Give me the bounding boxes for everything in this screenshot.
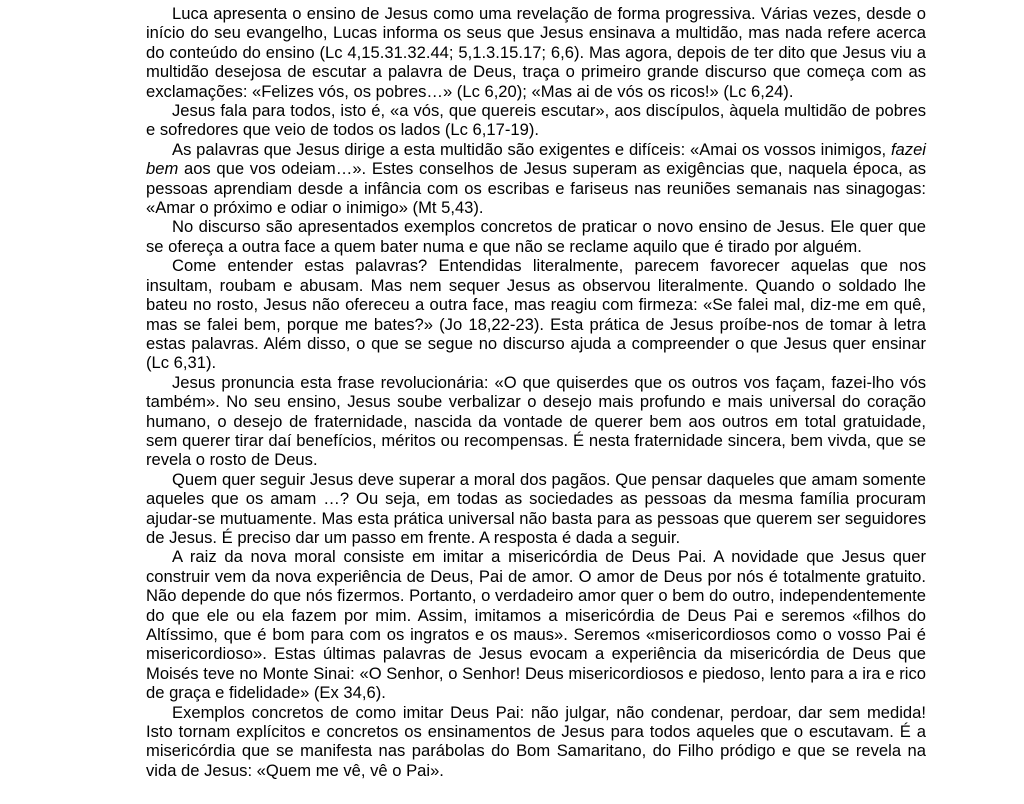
- paragraph-4: No discurso são apresentados exemplos concretos de praticar o novo ensino de Jesus. Ele quer que se ofereça a outra face a quem bater numa e que não se reclame aquilo que é tirado por alguém.: [146, 217, 926, 256]
- paragraph-8: A raiz da nova moral consiste em imitar a misericórdia de Deus Pai. A novidade que Jesus quer construir vem da nova experiência de Deus, Pai de amor. O amor de Deus por nós é totalmente gratuito. Não depende do que nós fizermos. Portanto, o verdadeiro amor quer o bem do outro, independentemente do que ele ou ela fazem por mim. Assim, imitamos a misericórdia de Deus Pai e seremos «filhos do Altíssimo, que é bom para com os ingratos e os maus». Seremos «misericordiosos como o vosso Pai é misericordioso». Estas últimas palavras de Jesus evocam a experiência da misericórdia de Deus que Moisés teve no Monte Sinai: «O Senhor, o Senhor! Deus misericordiosos e piedoso, lento para a ira e rico de graça e fidelidade» (Ex 34,6).: [146, 547, 926, 703]
- paragraph-1: Luca apresenta o ensino de Jesus como uma revelação de forma progressiva. Várias vezes, desde o início do seu evangelho, Lucas informa os seus que Jesus ensinava a multidão, mas nada refere acerca do conteúdo do ensino (Lc 4,15.31.32.44; 5,1.3.15.17; 6,6). Mas agora, depois de ter dito que Jesus viu a multidão desejosa de escutar a palavra de Deus, traça o primeiro grande discurso que começa com as exclamações: «Felizes vós, os pobres…» (Lc 6,20); «Mas ai de vós os ricos!» (Lc 6,24).: [146, 4, 926, 101]
- paragraph-6: Jesus pronuncia esta frase revolucionária: «O que quiserdes que os outros vos façam, fazei-lho vós também». No seu ensino, Jesus soube verbalizar o desejo mais profundo e mais universal do coração humano, o desejo de fraternidade, nascida da vontade de querer bem aos outros em total gratuidade, sem querer tirar daí benefícios, méritos ou recompensas. É nesta fraternidade sincera, bem vivda, que se revela o rosto de Deus.: [146, 372, 926, 470]
- paragraph-5: Come entender estas palavras? Entendidas literalmente, parecem favorecer aquelas que nos insultam, roubam e abusam. Mas nem sequer Jesus as observou literalmente. Quando o soldado lhe bateu no rosto, Jesus não ofereceu a outra face, mas reagiu com firmeza: «Se falei mal, diz-me em quê, mas se falei bem, porque me bates?» (Jo 18,22-23). Esta prática de Jesus proíbe-nos de tomar à letra estas palavras. Além disso, o que se segue no discurso ajuda a compreender o que Jesus quer ensinar (Lc 6,31).: [146, 256, 926, 373]
- paragraph-3-emphasis: fazei bem: [146, 139, 926, 179]
- paragraph-3: [146, 140, 926, 218]
- paragraph-9: Exemplos concretos de como imitar Deus Pai: não julgar, não condenar, perdoar, dar sem medida! Isto tornam explícitos e concretos os ensinamentos de Jesus para todos aqueles que o escutavam. É a misericórdia que se manifesta nas parábolas do Bom Samaritano, do Filho pródigo e que se revela na vida de Jesus: «Quem me vê, vê o Pai».: [146, 702, 926, 780]
- paragraph-2: Jesus fala para todos, isto é, «a vós, que quereis escutar», aos discípulos, àquela multidão de pobres e sofredores que veio de todos os lados (Lc 6,17-19).: [146, 101, 926, 140]
- document-page: [146, 4, 926, 780]
- paragraph-3-after: aos que vos odeiam…». Estes conselhos de Jesus superam as exigências que, naquela época, as pessoas aprendiam desde a infância com os escribas e fariseus nas reuniões semanais nas sinagogas: «Amar o próximo e odiar o inimigo» (Mt 5,43).: [146, 159, 926, 218]
- paragraph-3-before: As palavras que Jesus dirige a esta multidão são exigentes e difíceis: «Amai os vossos inimigos,: [172, 139, 891, 159]
- paragraph-7: Quem quer seguir Jesus deve superar a moral dos pagãos. Que pensar daqueles que amam somente aqueles que os amam …? Ou seja, em todas as sociedades as pessoas da mesma família procuram ajudar-se mutuamente. Mas esta prática universal não basta para as pessoas que querem ser seguidores de Jesus. É preciso dar um passo em frente. A resposta é dada a seguir.: [146, 469, 926, 547]
